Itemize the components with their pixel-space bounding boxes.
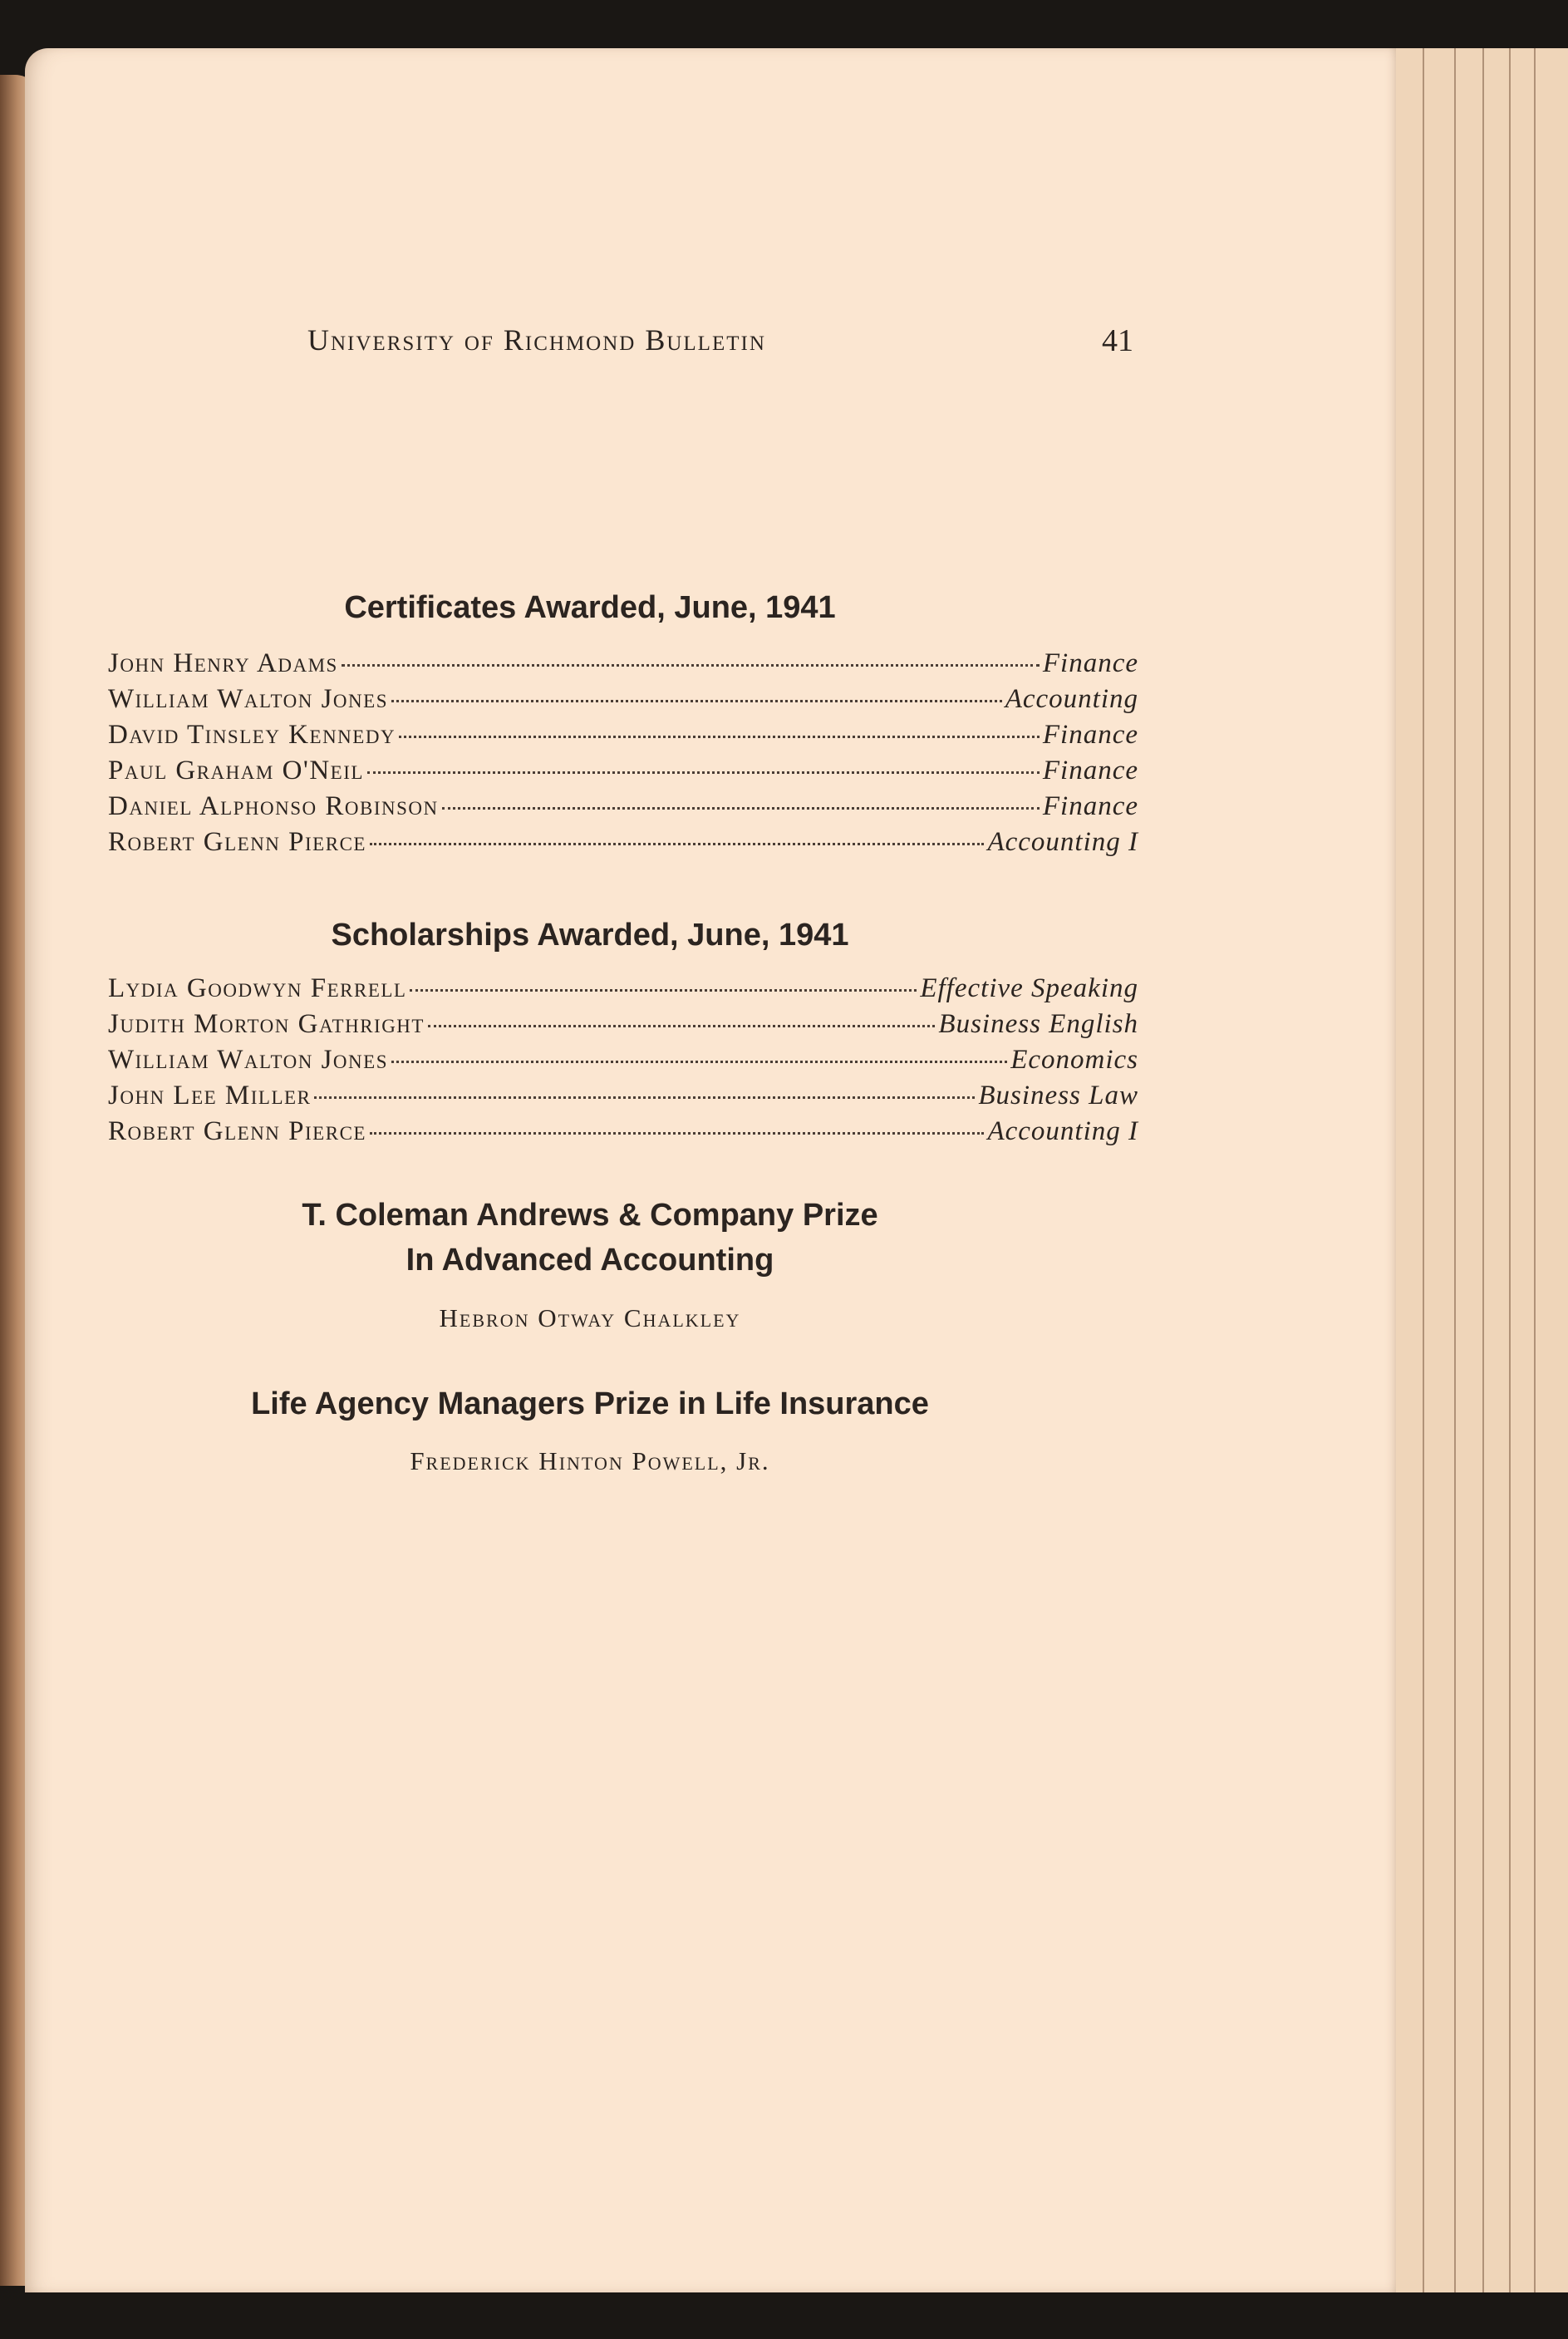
page-number: 41 bbox=[1102, 323, 1133, 358]
recipient-name: Robert Glenn Pierce bbox=[108, 1116, 366, 1146]
award-field: Finance bbox=[1042, 720, 1138, 750]
award-field: Business English bbox=[938, 1009, 1138, 1039]
dot-leader bbox=[442, 807, 1040, 810]
certificates-list bbox=[108, 648, 1138, 863]
recipient-name: Robert Glenn Pierce bbox=[108, 827, 366, 857]
recipient-name: Lydia Goodwyn Ferrell bbox=[108, 973, 407, 1003]
andrews-prize-recipient: Hebron Otway Chalkley bbox=[439, 1303, 741, 1332]
scholarships-heading: Scholarships Awarded, June, 1941 bbox=[331, 918, 849, 953]
bulletin-page bbox=[25, 48, 1396, 2292]
list-item bbox=[108, 973, 1138, 1009]
running-title: University of Richmond Bulletin bbox=[307, 323, 766, 357]
list-item bbox=[108, 720, 1138, 756]
dot-leader bbox=[428, 1025, 935, 1027]
award-field: Finance bbox=[1042, 756, 1138, 785]
list-item bbox=[108, 1045, 1138, 1081]
recipient-name: William Walton Jones bbox=[108, 684, 388, 714]
list-item bbox=[108, 1009, 1138, 1045]
page-edge-sheet bbox=[1534, 48, 1568, 2292]
list-item bbox=[108, 648, 1138, 684]
dot-leader bbox=[410, 989, 917, 992]
dot-leader bbox=[314, 1096, 975, 1099]
dot-leader bbox=[370, 1132, 985, 1135]
scholarships-list bbox=[108, 973, 1138, 1152]
award-field: Accounting I bbox=[987, 827, 1138, 857]
recipient-name: David Tinsley Kennedy bbox=[108, 720, 396, 750]
running-header bbox=[108, 323, 1138, 364]
list-item bbox=[108, 827, 1138, 863]
dot-leader bbox=[399, 736, 1040, 738]
list-item bbox=[108, 684, 1138, 720]
dot-leader bbox=[367, 771, 1040, 774]
recipient-name: Daniel Alphonso Robinson bbox=[108, 791, 439, 821]
andrews-prize-heading-line1: T. Coleman Andrews & Company Prize bbox=[302, 1198, 878, 1233]
andrews-prize-heading-line2: In Advanced Accounting bbox=[406, 1243, 774, 1278]
award-field: Economics bbox=[1010, 1045, 1138, 1075]
recipient-name: John Henry Adams bbox=[108, 648, 338, 678]
award-field: Accounting I bbox=[987, 1116, 1138, 1146]
dot-leader bbox=[391, 700, 1002, 702]
page-content bbox=[108, 48, 1138, 2292]
recipient-name: Judith Morton Gathright bbox=[108, 1009, 425, 1039]
list-item bbox=[108, 791, 1138, 827]
recipient-name: William Walton Jones bbox=[108, 1045, 388, 1075]
dot-leader bbox=[370, 843, 985, 845]
award-field: Effective Speaking bbox=[920, 973, 1138, 1003]
award-field: Business Law bbox=[978, 1081, 1138, 1110]
dot-leader bbox=[391, 1061, 1007, 1063]
award-field: Accounting bbox=[1005, 684, 1138, 714]
life-agency-prize-recipient: Frederick Hinton Powell, Jr. bbox=[410, 1446, 770, 1475]
life-agency-prize-heading: Life Agency Managers Prize in Life Insurance bbox=[251, 1386, 929, 1421]
dot-leader bbox=[342, 664, 1040, 667]
certificates-heading: Certificates Awarded, June, 1941 bbox=[344, 590, 836, 625]
recipient-name: John Lee Miller bbox=[108, 1081, 312, 1110]
list-item bbox=[108, 1116, 1138, 1152]
award-field: Finance bbox=[1042, 791, 1138, 821]
list-item bbox=[108, 1081, 1138, 1116]
award-field: Finance bbox=[1042, 648, 1138, 678]
list-item bbox=[108, 756, 1138, 791]
recipient-name: Paul Graham O'Neil bbox=[108, 756, 364, 785]
